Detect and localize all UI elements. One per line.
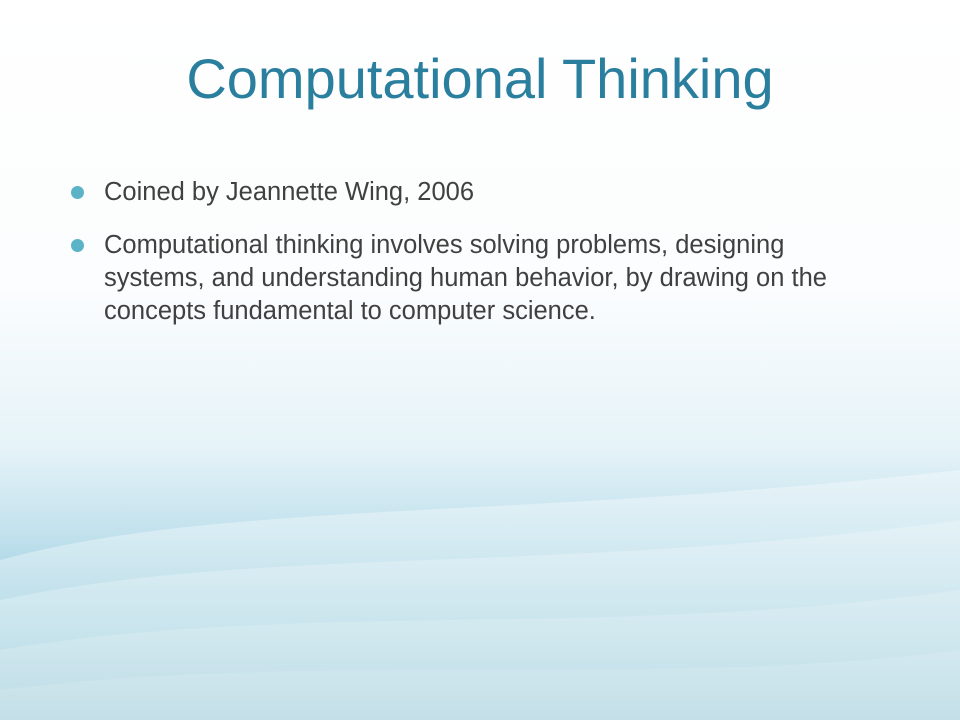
- bullet-list: [68, 176, 868, 348]
- bullet-marker: [71, 239, 84, 252]
- slide-title: Computational Thinking: [186, 47, 774, 110]
- bullet-item: [68, 229, 868, 328]
- bullet-marker: [71, 186, 84, 199]
- bullet-text: Coined by Jeannette Wing, 2006: [104, 178, 474, 206]
- bullet-text: Computational thinking involves solving problems, designing systems, and understanding human behavior, by drawing on the concepts fundamental to computer science.: [104, 231, 827, 325]
- bullet-item: [68, 176, 868, 209]
